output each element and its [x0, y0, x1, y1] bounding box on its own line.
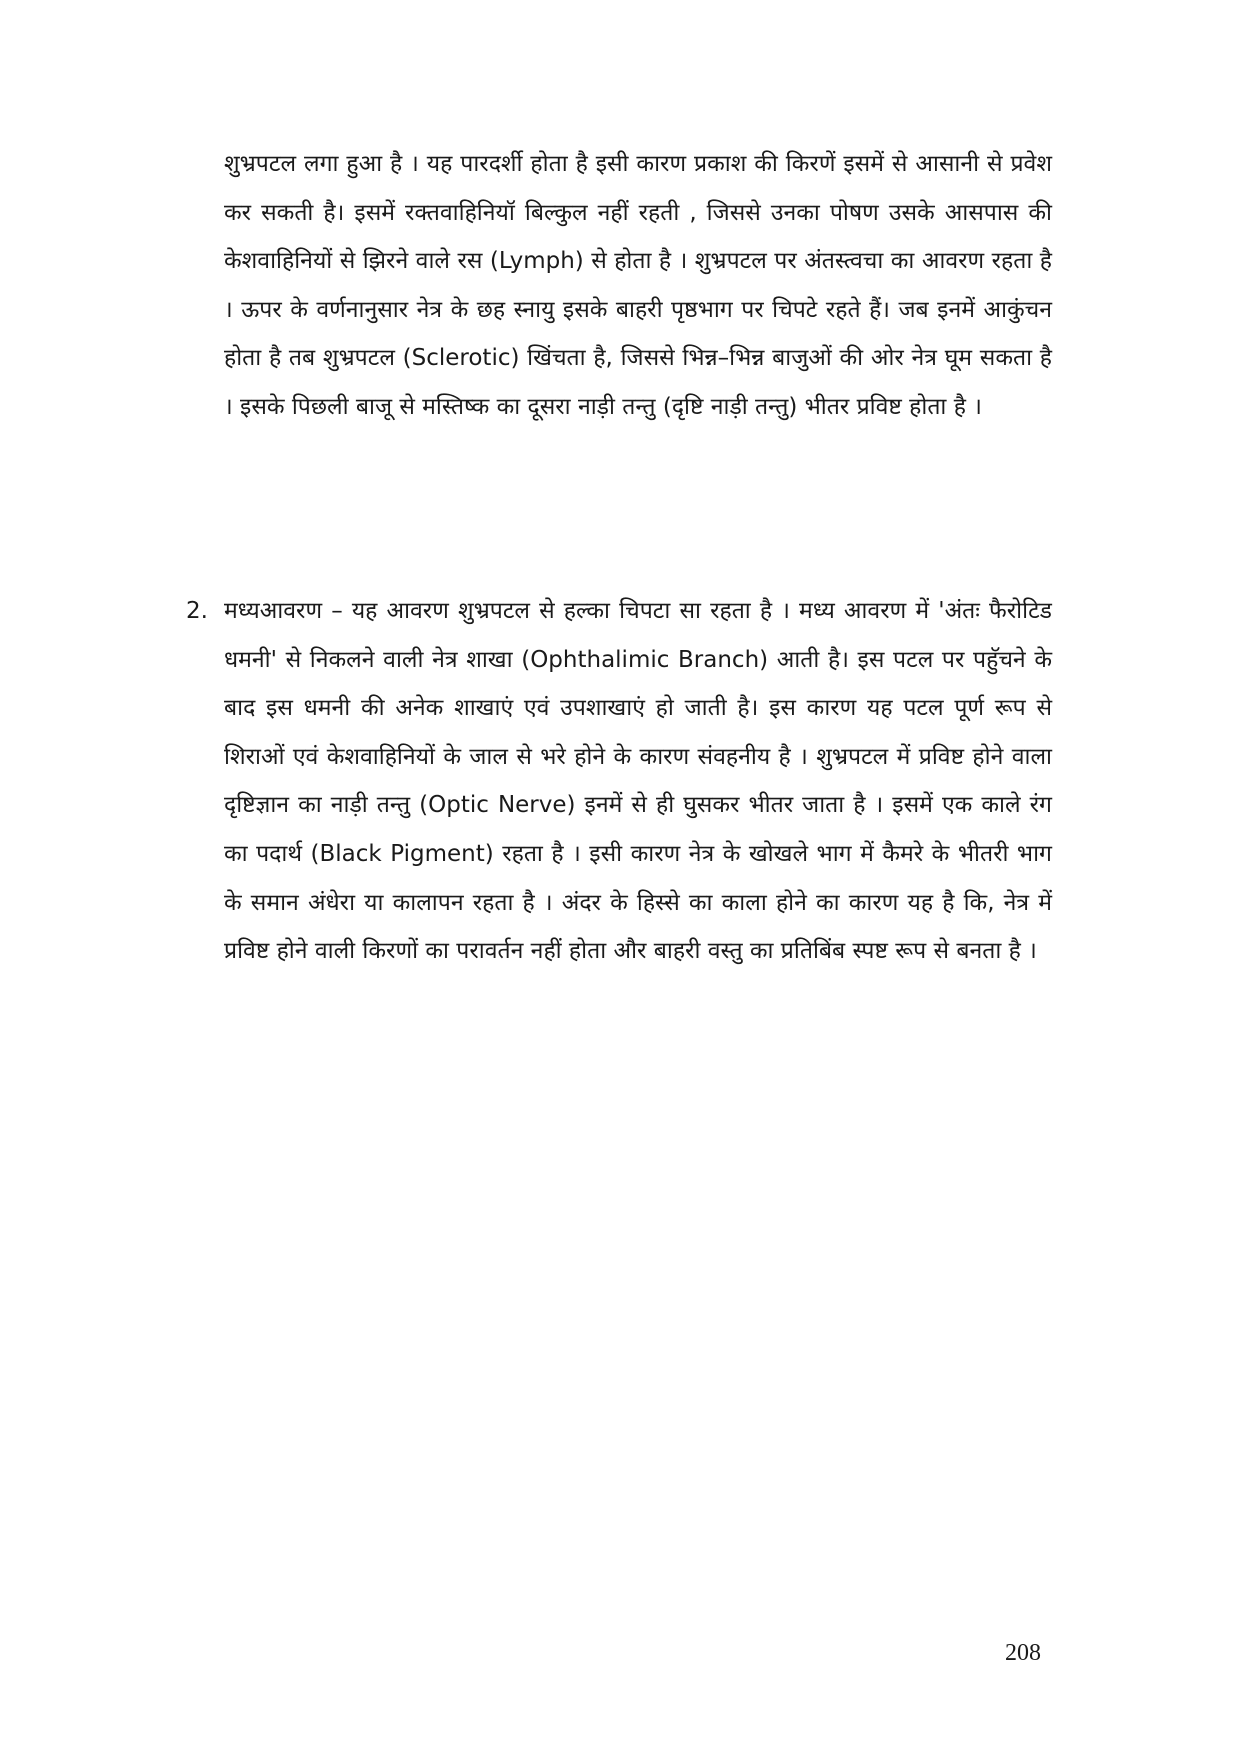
body-paragraph: शुभ्रपटल लगा हुआ है । यह पारदर्शी होता है इसी कारण प्रकाश की किरणें इसमें से आसानी से प्रवेश कर सकती है। इसमें रक्तवाहिनियॉ बिल्कुल नहीं रहती , जिससे उनका पोषण उसके आसपास की केशवाहिनियों से झिरने वाले रस (Lymph) से होता है । शुभ्रपटल पर अंतस्त्वचा का आवरण रहता है । ऊपर के वर्णनानुसार नेत्र के छह स्नायु इसके बाहरी पृष्ठभाग पर चिपटे रहते हैं। जब इनमें आकुंचन होता है तब शुभ्रपटल (Sclerotic) खिंचता है, जिससे भिन्न–भिन्न बाजुओं की ओर नेत्र घूम सकता है । इसके पिछली बाजू से मस्तिष्क का दूसरा नाड़ी तन्तु (दृष्टि नाड़ी तन्तु) भीतर प्रविष्ट होता है । [224, 151, 1052, 420]
list-item-number: 2. [186, 598, 208, 624]
page-number: 208 [1005, 1640, 1041, 1666]
list-item-text: मध्यआवरण – यह आवरण शुभ्रपटल से हल्का चिपटा सा रहता है । मध्य आवरण में 'अंतः फैरोटिड धमनी' से निकलने वाली नेत्र शाखा (Ophthalimic Branch) आती है। इस पटल पर पहुॅचने के बाद इस धमनी की अनेक शाखाएं एवं उपशाखाएं हो जाती है। इस कारण यह पटल पूर्ण रूप से शिराओं एवं केशवाहिनियों के जाल से भरे होने के कारण संवहनीय है । शुभ्रपटल में प्रविष्ट होने वाला दृष्टिज्ञान का नाड़ी तन्तु (Optic Nerve) इनमें से ही घुसकर भीतर जाता है । इसमें एक काले रंग का पदार्थ (Black Pigment) रहता है । इसी कारण नेत्र के खोखले भाग में कैमरे के भीतरी भाग के समान अंधेरा या कालापन रहता है । अंदर के हिस्से का काला होने का कारण यह है कि, नेत्र में प्रविष्ट होने वाली किरणों का परावर्तन नहीं होता और बाहरी वस्तु का प्रतिबिंब स्पष्ट रूप से बनता है । [224, 598, 1052, 965]
